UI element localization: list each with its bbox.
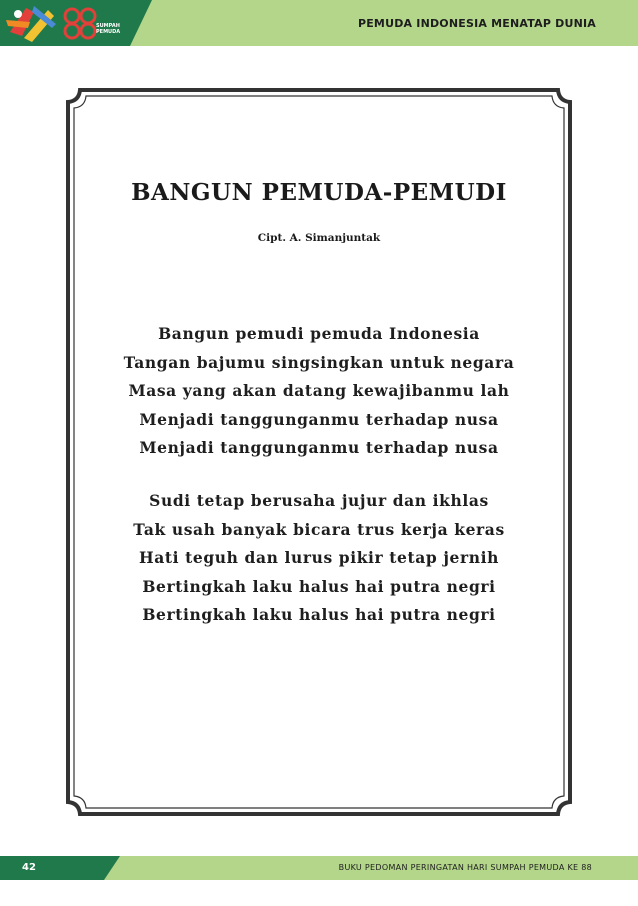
stanza-1: [62, 320, 576, 463]
logo-ring-2: [81, 9, 95, 23]
logo-splash-dot: [14, 10, 22, 18]
lyric-line: Hati teguh dan lurus pikir tetap jernih: [138, 548, 500, 567]
lyric-line: Masa yang akan datang kewajibanmu lah: [128, 381, 510, 400]
logo-text: [96, 24, 120, 35]
header-slant: [130, 0, 152, 46]
logo-line-1: SUMPAH: [96, 23, 120, 29]
song-composer: Cipt. A. Simanjuntak: [257, 232, 381, 244]
logo-ring-4: [81, 24, 95, 38]
lyric-line: Bertingkah laku halus hai putra negri: [142, 576, 496, 596]
song-title: BANGUN PEMUDA-PEMUDI: [131, 179, 507, 206]
lyric-line: Tak usah banyak bicara trus kerja keras: [133, 519, 505, 539]
logo-ring-3: [65, 24, 79, 38]
header-title: PEMUDA INDONESIA MENATAP DUNIA: [357, 17, 596, 30]
footer-slant: [104, 856, 120, 880]
lyric-line: Sudi tetap berusaha jujur dan ikhlas: [149, 491, 489, 510]
song-content: [62, 84, 576, 820]
lyric-line: Menjadi tanggunganmu terhadap nusa: [139, 438, 499, 457]
page-number: 42: [22, 862, 36, 873]
footer-title: BUKU PEDOMAN PERINGATAN HARI SUMPAH PEMUDA KE 88: [338, 863, 592, 872]
logo-ring-1: [65, 9, 79, 23]
lyric-line: Bangun pemudi pemuda Indonesia: [158, 324, 480, 343]
lyric-line: Bertingkah laku halus hai putra negri: [142, 605, 496, 624]
lyric-line: Tangan bajumu singsingkan untuk negara: [123, 352, 515, 372]
footer-page-panel: [0, 856, 104, 880]
logo-line-2: PEMUDA: [96, 28, 121, 35]
stanza-2: [62, 487, 576, 630]
lyric-line: Menjadi tanggunganmu terhadap nusa: [139, 409, 499, 429]
